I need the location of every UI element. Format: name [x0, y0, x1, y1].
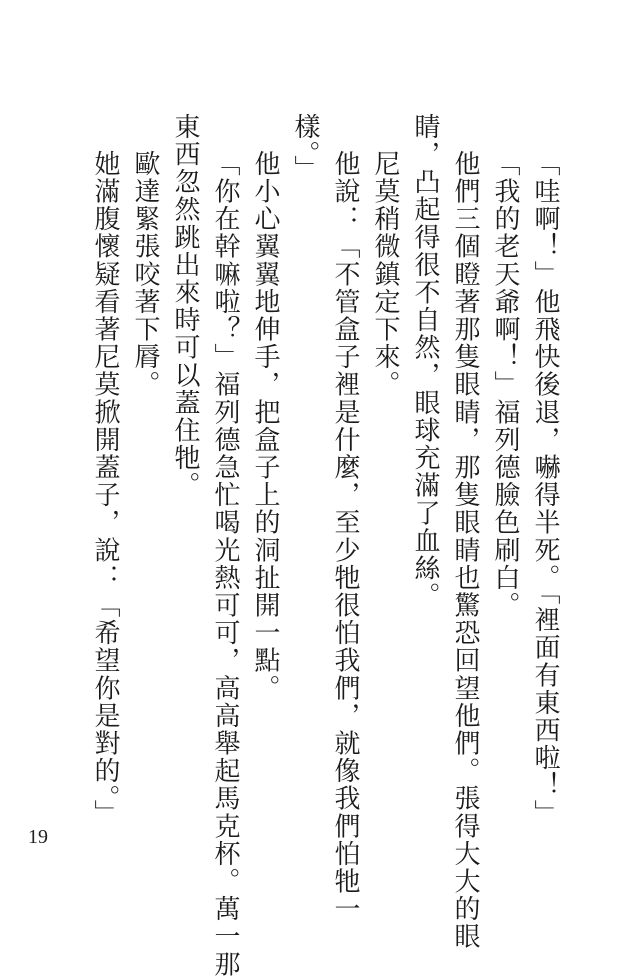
text-line-1: 「哇啊！」他飛快後退，嚇得半死。「裡面有東西啦！」	[530, 150, 560, 827]
text-line-4: 睛，凸起得很不自然，眼球充滿了血絲。	[410, 113, 440, 610]
text-line-12: 她滿腹懷疑看著尼莫掀開蓋子，說：「希望你是對的。」	[90, 150, 120, 827]
text-line-8: 他小心翼翼地伸手，把盒子上的洞扯開一點。	[250, 150, 280, 702]
text-line-7: 樣。」	[290, 113, 320, 183]
page-number: 19	[28, 826, 48, 848]
text-line-11: 歐達緊張咬著下脣。	[130, 150, 160, 399]
text-line-5: 尼莫稍微鎮定下來。	[370, 150, 400, 399]
text-line-3: 他們三個瞪著那隻眼睛，那隻眼睛也驚恐回望他們。張得大大的眼	[450, 150, 480, 951]
text-line-6: 他說：「不管盒子裡是什麼，至少牠很怕我們，就像我們怕牠一	[330, 150, 360, 923]
text-line-2: 「我的老天爺啊！」福列德臉色刷白。	[490, 150, 520, 620]
text-line-10: 東西忽然跳出來時可以蓋住牠。	[170, 113, 200, 500]
text-line-9: 「你在幹嘛啦？」福列德急忙喝光熱可可，高高舉起馬克杯。萬一那	[210, 150, 240, 978]
